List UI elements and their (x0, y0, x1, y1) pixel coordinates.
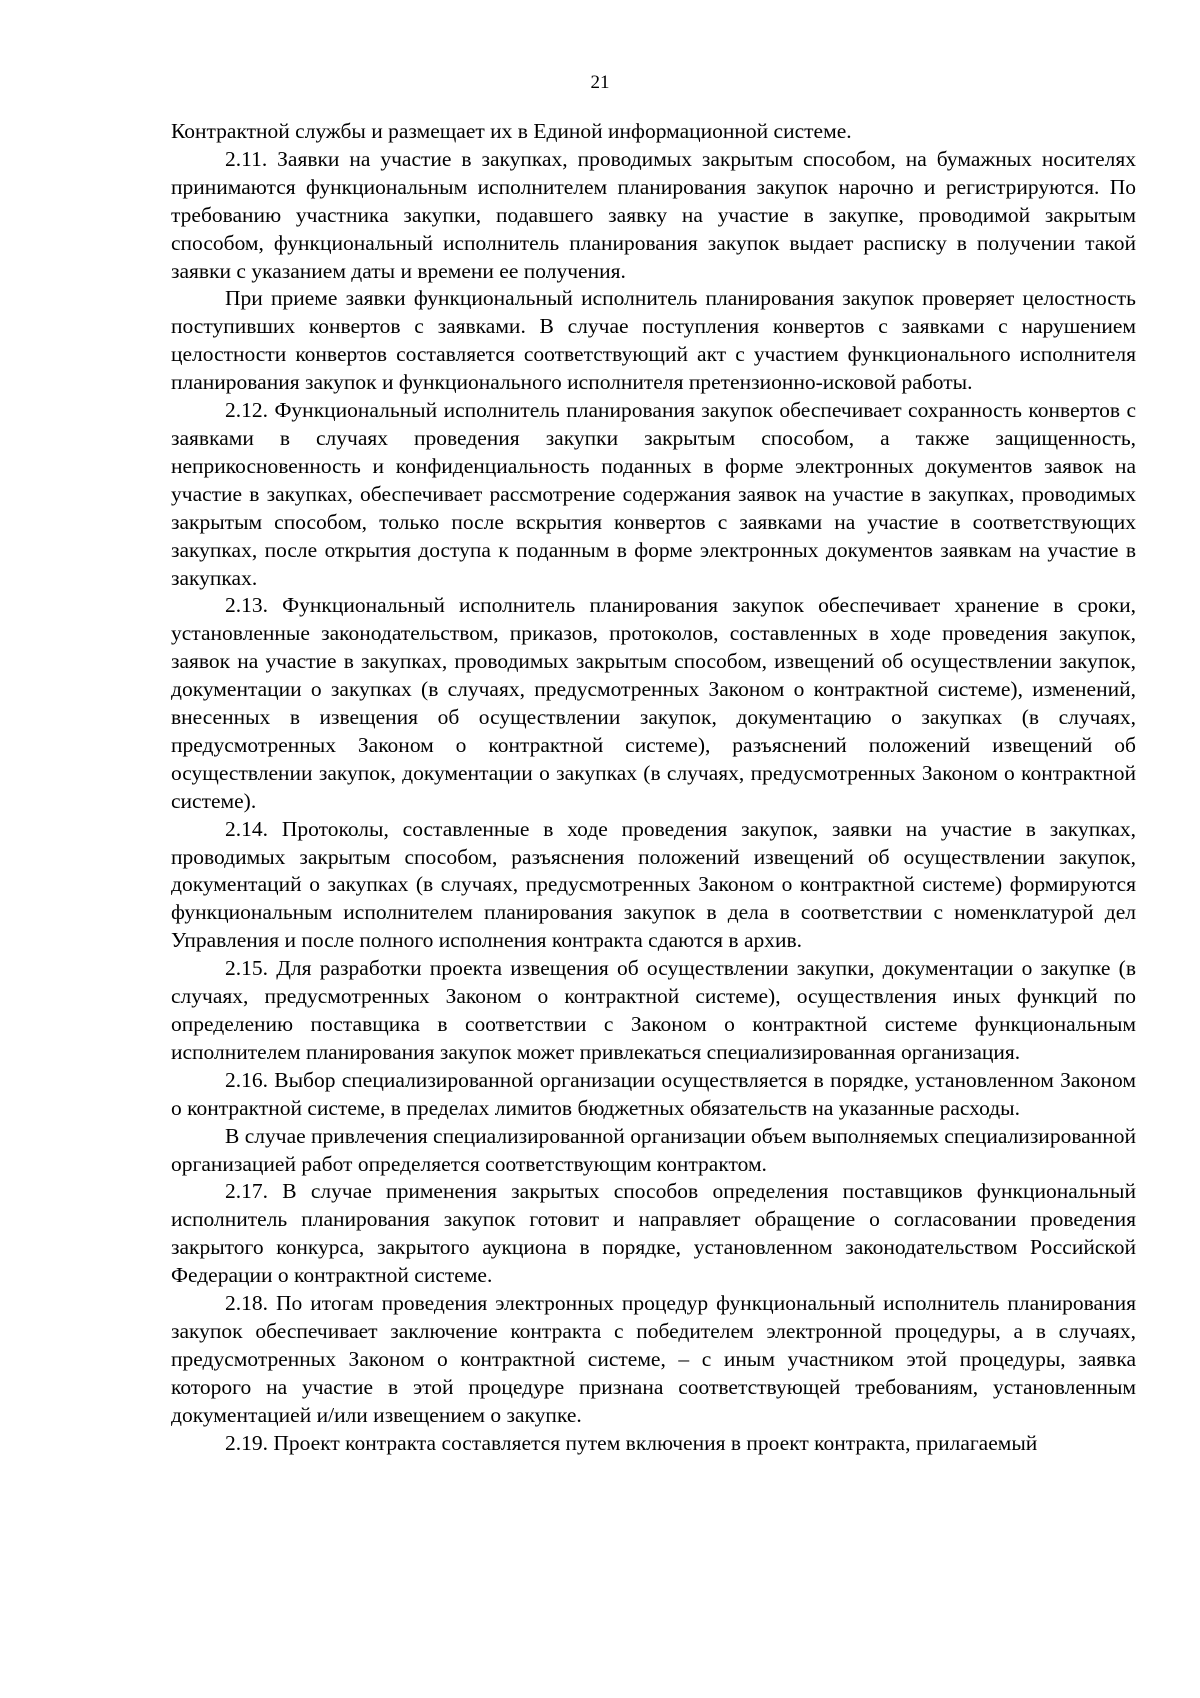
paragraph: 2.13. Функциональный исполнитель планирования закупок обеспечивает хранение в сроки, установленные законодательством, приказов, протоколов, составленных в ходе проведения закупок, заявок на участие в закупках, проводимых закрытым способом, извещений об осуществлении закупок, документации о закупках (в случаях, предусмотренных Законом о контрактной системе), изменений, внесенных в извещения об осуществлении закупок, документацию о закупках (в случаях, предусмотренных Законом о контрактной системе), разъяснений положений извещений об осуществлении закупок, документации о закупках (в случаях, предусмотренных Законом о контрактной системе). (171, 593, 1136, 813)
document-body (171, 118, 1136, 1458)
paragraph: 2.11. Заявки на участие в закупках, проводимых закрытым способом, на бумажных носителях принимаются функциональным исполнителем планирования закупок нарочно и регистрируются. По требованию участника закупки, подавшего заявку на участие в закупке, проводимой закрытым способом, функциональный исполнитель планирования закупок выдает расписку в получении такой заявки с указанием даты и времени ее получения. (171, 146, 1136, 283)
paragraph: 2.15. Для разработки проекта извещения об осуществлении закупки, документации о закупке (в случаях, предусмотренных Законом о контрактной системе), осуществления иных функций по определению поставщика в соответствии с Законом о контрактной системе функциональным исполнителем планирования закупок может привлекаться специализированная организация. (171, 956, 1136, 1064)
paragraph: 2.14. Протоколы, составленные в ходе проведения закупок, заявки на участие в закупках, проводимых закрытым способом, разъяснения положений извещений об осуществлении закупок, документаций о закупках (в случаях, предусмотренных Законом о контрактной системе) формируются функциональным исполнителем планирования закупок в дела в соответствии с номенклатурой дел Управления и после полного исполнения контракта сдаются в архив. (171, 816, 1136, 953)
paragraph: В случае привлечения специализированной организации объем выполняемых специализированной организацией работ определяется соответствующим контрактом. (171, 1123, 1136, 1176)
paragraph: Контрактной службы и размещает их в Единой информационной системе. (171, 119, 852, 143)
paragraph: 2.19. Проект контракта составляется путем включения в проект контракта, прилагаемый (225, 1430, 1038, 1455)
paragraph: При приеме заявки функциональный исполнитель планирования закупок проверяет целостность поступивших конвертов с заявками. В случае поступления конвертов с заявками с нарушением целостности конвертов составляется соответствующий акт с участием функционального исполнителя планирования закупок и функционального исполнителя претензионно-исковой работы. (171, 286, 1136, 395)
page-number: 21 (590, 72, 610, 93)
paragraph: 2.17. В случае применения закрытых способов определения поставщиков функциональный исполнитель планирования закупок готовит и направляет обращение о согласовании проведения закрытого конкурса, закрытого аукциона в порядке, установленном законодательством Российской Федерации о контрактной системе. (171, 1179, 1136, 1288)
paragraph: 2.18. По итогам проведения электронных процедур функциональный исполнитель планирования закупок обеспечивает заключение контракта с победителем электронной процедуры, а в случаях, предусмотренных Законом о контрактной системе, – с иным участником этой процедуры, заявка которого на участие в этой процедуре признана соответствующей требованиям, установленным документацией и/или извещением о закупке. (171, 1291, 1136, 1427)
paragraph: 2.12. Функциональный исполнитель планирования закупок обеспечивает сохранность конвертов с заявками в случаях проведения закупки закрытым способом, а также защищенность, неприкосновенность и конфиденциальность поданных в форме электронных документов заявок на участие в закупках, обеспечивает рассмотрение содержания заявок на участие в закупках, проводимых закрытым способом, только после вскрытия конвертов с заявками на участие в соответствующих закупках, после открытия доступа к поданным в форме электронных документов заявкам на участие в закупках. (171, 398, 1136, 590)
paragraph: 2.16. Выбор специализированной организации осуществляется в порядке, установленном Законом о контрактной системе, в пределах лимитов бюджетных обязательств на указанные расходы. (171, 1067, 1136, 1120)
